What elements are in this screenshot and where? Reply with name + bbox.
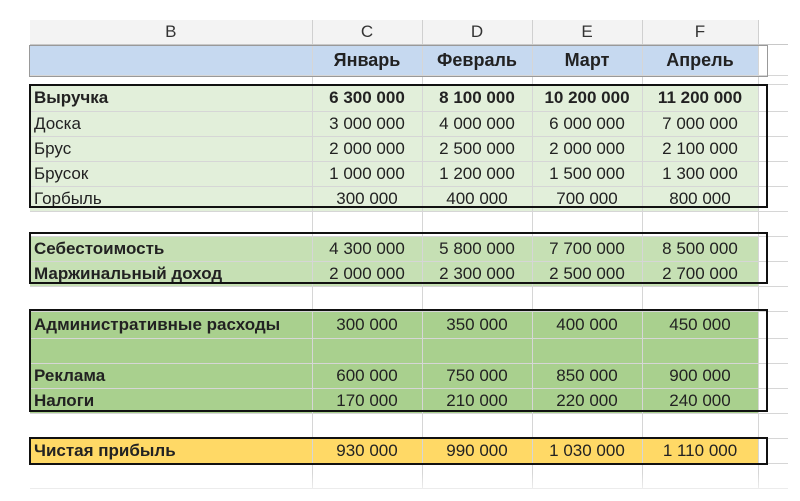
empty-row	[30, 464, 788, 489]
month-april[interactable]: Апрель	[642, 45, 758, 76]
item-value[interactable]: 4 000 000	[422, 112, 532, 137]
revenue-value[interactable]: 10 200 000	[532, 85, 642, 112]
column-header-f[interactable]: F	[642, 20, 758, 45]
cost-row	[30, 237, 788, 262]
revenue-value[interactable]: 8 100 000	[422, 85, 532, 112]
admin-row	[30, 312, 788, 339]
item-value[interactable]: 1 500 000	[532, 162, 642, 187]
table-row	[30, 137, 788, 162]
ads-value[interactable]: 600 000	[312, 364, 422, 389]
item-value[interactable]: 2 000 000	[312, 137, 422, 162]
cell-empty[interactable]	[30, 45, 312, 76]
ads-value[interactable]: 750 000	[422, 364, 532, 389]
margin-row	[30, 262, 788, 287]
taxes-value[interactable]: 220 000	[532, 389, 642, 414]
column-header-row	[30, 20, 788, 45]
admin-label[interactable]: Административные расходы	[30, 312, 312, 339]
item-value[interactable]: 2 000 000	[532, 137, 642, 162]
month-january[interactable]: Январь	[312, 45, 422, 76]
margin-value[interactable]: 2 700 000	[642, 262, 758, 287]
item-label[interactable]: Брусок	[30, 162, 312, 187]
item-label[interactable]: Брус	[30, 137, 312, 162]
month-march[interactable]: Март	[532, 45, 642, 76]
cost-value[interactable]: 7 700 000	[532, 237, 642, 262]
taxes-value[interactable]: 240 000	[642, 389, 758, 414]
net-profit-label[interactable]: Чистая прибыль	[30, 439, 312, 464]
margin-value[interactable]: 2 300 000	[422, 262, 532, 287]
taxes-label[interactable]: Налоги	[30, 389, 312, 414]
revenue-label[interactable]: Выручка	[30, 85, 312, 112]
cost-value[interactable]: 8 500 000	[642, 237, 758, 262]
net-profit-value[interactable]: 990 000	[422, 439, 532, 464]
admin-value[interactable]: 300 000	[312, 312, 422, 339]
taxes-value[interactable]: 210 000	[422, 389, 532, 414]
net-profit-value[interactable]: 1 110 000	[642, 439, 758, 464]
item-value[interactable]: 400 000	[422, 187, 532, 212]
cell-empty	[758, 45, 788, 76]
taxes-row	[30, 389, 788, 414]
table-row	[30, 112, 788, 137]
admin-value[interactable]: 450 000	[642, 312, 758, 339]
item-value[interactable]: 1 000 000	[312, 162, 422, 187]
item-value[interactable]: 7 000 000	[642, 112, 758, 137]
empty-row	[30, 287, 788, 312]
cost-value[interactable]: 5 800 000	[422, 237, 532, 262]
item-value[interactable]: 300 000	[312, 187, 422, 212]
column-header-e[interactable]: E	[532, 20, 642, 45]
empty-row	[30, 414, 788, 439]
net-profit-row	[30, 439, 788, 464]
net-profit-value[interactable]: 1 030 000	[532, 439, 642, 464]
table-row	[30, 187, 788, 212]
item-value[interactable]: 800 000	[642, 187, 758, 212]
empty-row	[30, 212, 788, 237]
ads-value[interactable]: 850 000	[532, 364, 642, 389]
item-value[interactable]: 1 200 000	[422, 162, 532, 187]
item-label[interactable]: Горбыль	[30, 187, 312, 212]
cost-label[interactable]: Себестоимость	[30, 237, 312, 262]
column-header-g	[758, 20, 788, 45]
taxes-value[interactable]: 170 000	[312, 389, 422, 414]
item-value[interactable]: 2 500 000	[422, 137, 532, 162]
net-profit-value[interactable]: 930 000	[312, 439, 422, 464]
table-row	[30, 162, 788, 187]
cost-value[interactable]: 4 300 000	[312, 237, 422, 262]
admin-value[interactable]: 400 000	[532, 312, 642, 339]
column-header-b[interactable]: B	[30, 20, 312, 45]
item-value[interactable]: 3 000 000	[312, 112, 422, 137]
item-value[interactable]: 1 300 000	[642, 162, 758, 187]
item-value[interactable]: 6 000 000	[532, 112, 642, 137]
ads-value[interactable]: 900 000	[642, 364, 758, 389]
margin-value[interactable]: 2 500 000	[532, 262, 642, 287]
empty-row	[30, 339, 788, 364]
item-label[interactable]: Доска	[30, 112, 312, 137]
month-february[interactable]: Февраль	[422, 45, 532, 76]
item-value[interactable]: 700 000	[532, 187, 642, 212]
item-value[interactable]: 2 100 000	[642, 137, 758, 162]
ads-row	[30, 364, 788, 389]
revenue-value[interactable]: 11 200 000	[642, 85, 758, 112]
margin-label[interactable]: Маржинальный доход	[30, 262, 312, 287]
column-header-d[interactable]: D	[422, 20, 532, 45]
revenue-row	[30, 85, 788, 112]
revenue-value[interactable]: 6 300 000	[312, 85, 422, 112]
column-header-c[interactable]: C	[312, 20, 422, 45]
sheet-grid	[30, 20, 788, 489]
ads-label[interactable]: Реклама	[30, 364, 312, 389]
months-row	[30, 45, 788, 76]
admin-value[interactable]: 350 000	[422, 312, 532, 339]
margin-value[interactable]: 2 000 000	[312, 262, 422, 287]
